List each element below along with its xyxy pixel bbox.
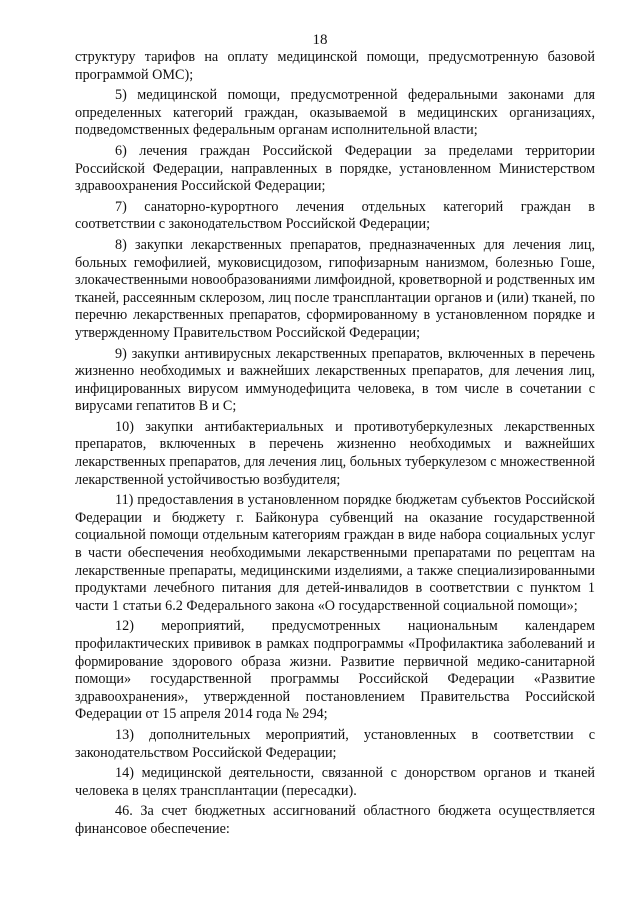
page-number: 18 [312,32,328,48]
paragraph-item-8: 8) закупки лекарственных препаратов, предназначенных для лечения лиц, больных гемофилией, муковисцидозом, гипофизарным нанизмом, болезнью Гоше, злокачественными новообразованиями лимфоидной, кроветворной и родственных им тканей, рассеянным склерозом, лиц после трансплантации органов и (или) тканей, по перечню лекарственных препаратов, сформированному в установленном порядке и утвержденному Правительством Российской Федерации; [75,236,595,341]
paragraph-item-7: 7) санаторно-курортного лечения отдельных категорий граждан в соответствии с законодательством Российской Федерации; [75,198,595,233]
paragraph-item-5: 5) медицинской помощи, предусмотренной федеральными законами для определенных категорий граждан, оказываемой в медицинских организациях, подведомственных федеральным органам исполнительной власти; [75,87,595,139]
paragraph-section-46: 46. За счет бюджетных ассигнований областного бюджета осуществляется финансовое обеспечение: [75,803,595,837]
paragraph-item-13: 13) дополнительных мероприятий, установленных в соответствии с законодательством Российской Федерации; [75,726,595,761]
paragraph-item-9: 9) закупки антивирусных лекарственных препаратов, включенных в перечень жизненно необходимых и важнейших лекарственных препаратов, для лечения лиц, инфицированных вирусом иммунодефицита человека, в том числе в сочетании с вирусами гепатитов В и С; [75,345,595,415]
paragraph-item-10: 10) закупки антибактериальных и противотуберкулезных лекарственных препаратов, включенных в перечень жизненно необходимых и важнейших лекарственных препаратов, для лечения лиц, больных туберкулезом с множественной лекарственной устойчивостью возбудителя; [75,418,595,488]
paragraph-item-11: 11) предоставления в установленном порядке бюджетам субъектов Российской Федерации и бюджету г. Байконура субвенций на оказание государственной социальной помощи отдельным категориям граждан в виде набора социальных услуг в части обеспечения необходимыми лекарственными препаратами по рецептам на лекарственные препараты, медицинскими изделиями, а также специализированными продуктами лечебного питания для детей-инвалидов в соответствии с пунктом 1 части 1 статьи 6.2 Федерального закона «О государственной социальной помощи»; [75,492,595,614]
document-body [75,49,595,842]
paragraph-item-12: 12) мероприятий, предусмотренных национальным календарем профилактических прививок в рамках подпрограммы «Профилактика заболеваний и формирование здорового образа жизни. Развитие первичной медико-санитарной помощи» государственной программы Российской Федерации «Развитие здравоохранения», утвержденной постановлением Правительства Российской Федерации от 15 апреля 2014 года № 294; [75,618,595,723]
paragraph-item-14: 14) медицинской деятельности, связанной с донорством органов и тканей человека в целях трансплантации (пересадки). [75,765,595,799]
paragraph-item-6: 6) лечения граждан Российской Федерации за пределами территории Российской Федерации, направленных в порядке, установленном Министерством здравоохранения Российской Федерации; [75,142,595,195]
paragraph-continuation: структуру тарифов на оплату медицинской помощи, предусмотренную базовой программой ОМС); [75,49,595,83]
